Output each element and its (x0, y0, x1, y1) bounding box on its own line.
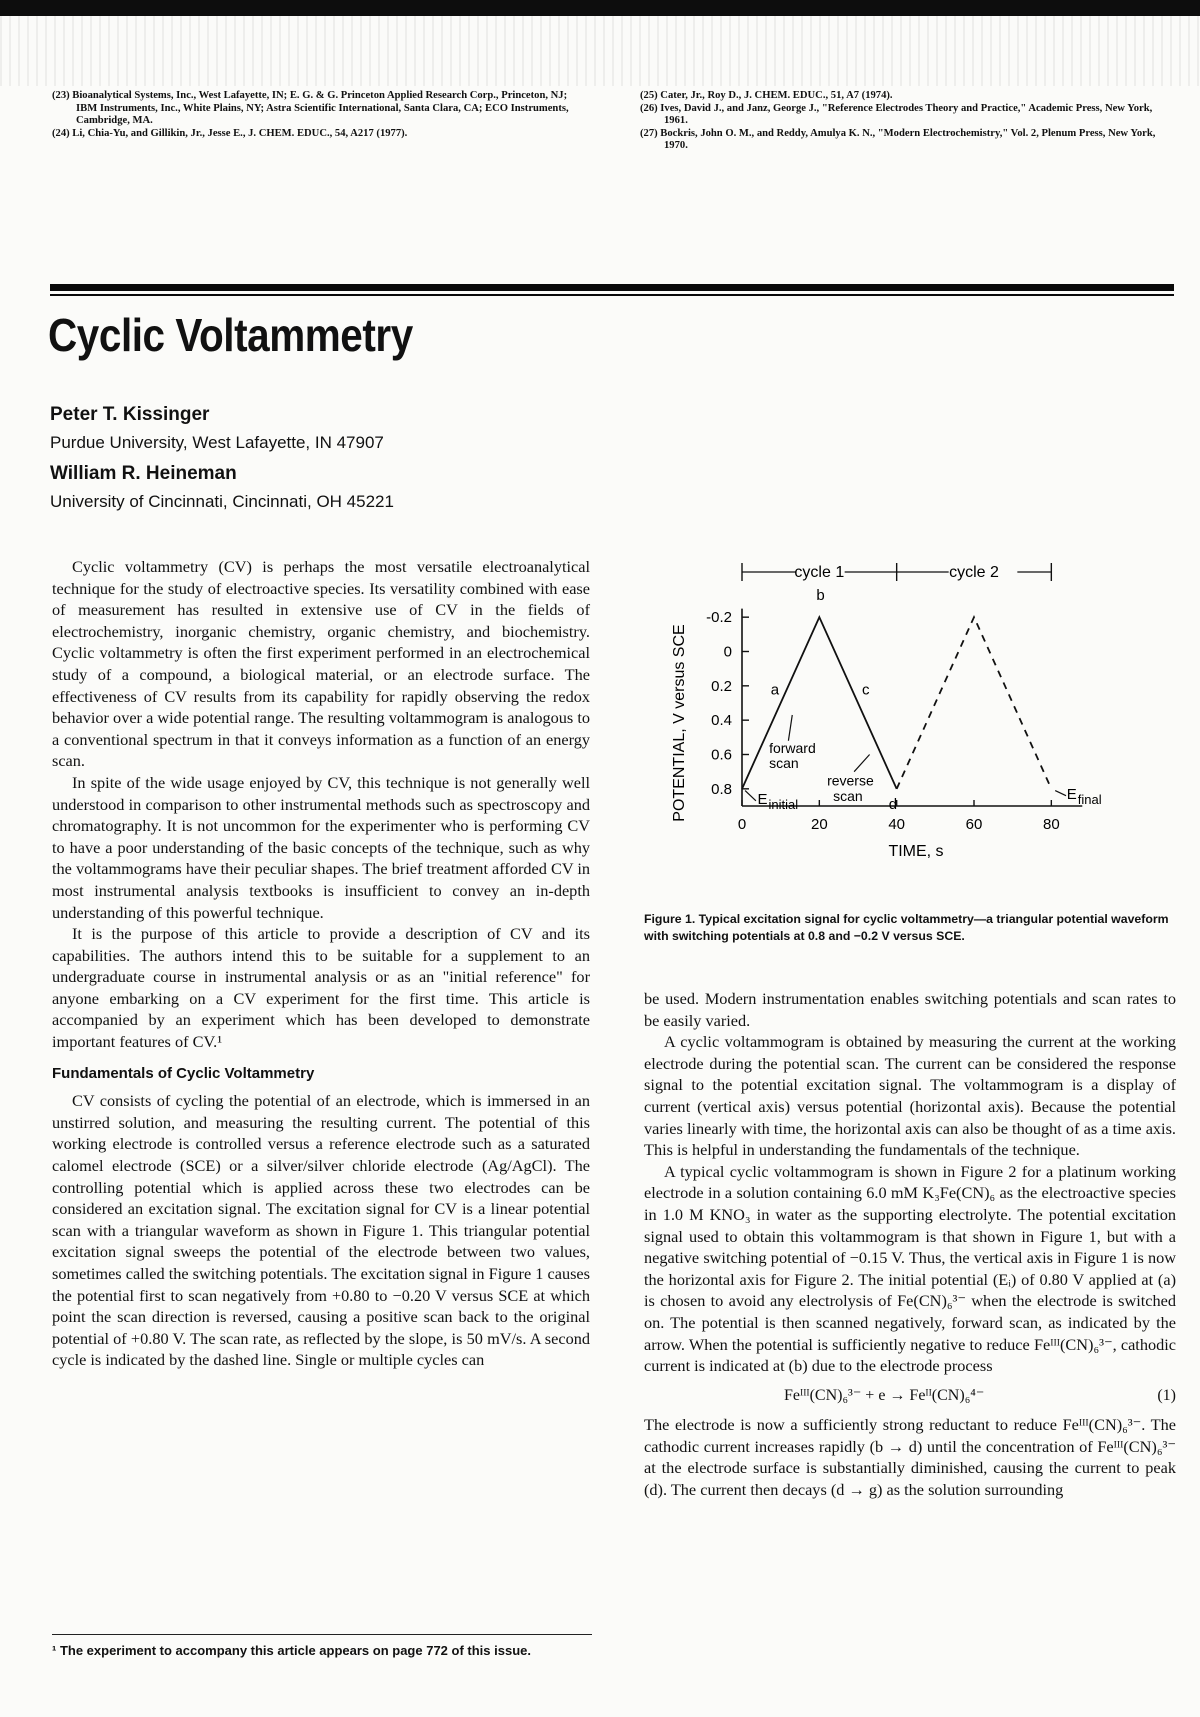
references-right (640, 90, 1176, 153)
point-label-b: b (816, 587, 825, 604)
forward-scan-label-2: scan (769, 755, 799, 772)
e-initial-subscript: initial (768, 797, 799, 812)
equation-1 (644, 1385, 1176, 1407)
e-final-arrow (1055, 791, 1066, 796)
x-tick-label: 0 (737, 816, 747, 833)
right-paragraph-1: be used. Modern instrumentation enables switching potentials and scan rates to be easily varied. (644, 989, 1176, 1030)
right-paragraph-3: A typical cyclic voltammogram is shown in Figure 2 for a platinum working electrode in a solution containing 6.0 mM K₃Fe(CN)₆ as the electroactive species in 1.0 M KNO₃ in water as the supporting electrolyte. The potential excitation signal used to obtain this voltammogram is that shown in Figure 1, but with a negative switching potential of −0.15 V. Thus, the vertical axis in Figure 1 is now the horizontal axis for Figure 2. The initial potential (Eᵢ) of 0.80 V applied at (a) is chosen to avoid any electrolysis of Fe(CN)₆³⁻ when the electrode is switched on. The potential is then scanned negatively, forward scan, as indicated by the arrow. When the potential is sufficiently negative to reduce Feᴵᴵᴵ(CN)₆³⁻, cathodic current is indicated at (b) due to the electrode process (644, 1161, 1176, 1376)
intro-paragraph-2: In spite of the wide usage enjoyed by CV, this technique is not generally well understood in comparison to other instrumental methods such as spectroscopy and chromatography. It is not uncommon for the experimenter who is performing CV to have a poor understanding of the basic concepts of the technique, such as why the voltammograms have their peculiar shapes. The brief treatment afforded CV in most instrumental analysis textbooks is insufficient to convey an in-depth understanding of this powerful technique. (52, 772, 591, 922)
author-name-2: William R. Heineman (50, 463, 237, 484)
point-label-d: d (888, 796, 898, 813)
y-tick-label: 0.6 (711, 746, 732, 764)
series-line-2 (897, 617, 1052, 789)
scan-noise (0, 16, 1200, 86)
header-rule-thick (50, 284, 1174, 291)
footnote-rule (52, 1634, 592, 1635)
references-left (52, 90, 590, 140)
y-tick-label: 0.2 (711, 677, 732, 695)
reverse-scan-arrow (854, 755, 869, 772)
author-name-1: Peter T. Kissinger (50, 404, 210, 425)
excitation-signal-chart (650, 550, 1180, 880)
author-affiliation-1: Purdue University, West Lafayette, IN 47907 (50, 433, 384, 452)
e-initial-arrow (745, 791, 756, 801)
y-tick-label: 0.4 (711, 712, 732, 730)
reference-27: (27) Bockris, John O. M., and Reddy, Amulya K. N., "Modern Electrochemistry," Vol. 2, Plenum Press, New York, 1970. (640, 127, 1156, 152)
equation-body: Feᴵᴵᴵ(CN)₆³⁻ + e → Feᴵᴵ(CN)₆⁴⁻ (784, 1386, 985, 1404)
figure-1 (650, 550, 1180, 880)
reference-23: (23) Bioanalytical Systems, Inc., West Lafayette, IN; E. G. & G. Princeton Applied Research Corp., Princeton, NJ; IBM Instruments, Inc., White Plains, NY; Astra Scientific International, Santa Clara, CA; ECO Instruments, Cambridge, MA. (52, 90, 569, 127)
point-label-c: c (862, 681, 870, 699)
right-paragraph-2: A cyclic voltammogram is obtained by measuring the current at the working electrode during the potential scan. The current can be considered the response signal to the potential excitation signal. The voltammogram is a display of current (vertical axis) versus potential (horizontal axis). Because the potential varies linearly with time, the horizontal axis can also be thought of as a time axis. This is helpful in understanding the fundamentals of the technique. (644, 1032, 1176, 1160)
article-title: Cyclic Voltammetry (48, 309, 413, 361)
series-line-1 (742, 617, 897, 789)
section-paragraph: CV consists of cycling the potential of an electrode, which is immersed in an unstirred solution, and measuring the resulting current. The potential of this working electrode is controlled versus a reference electrode such as a saturated calomel electrode (SCE) or a silver/silver chloride electrode (Ag/AgCl). The controlling potential which is applied across these two electrodes can be considered an excitation signal. The excitation signal for CV is a linear potential scan with a triangular waveform as shown in Figure 1. This triangular potential excitation signal sweeps the potential of the electrode between two values, sometimes called the switching potentials. The excitation signal in Figure 1 causes the potential first to scan negatively from +0.80 to −0.20 V versus SCE at which point the scan direction is reversed, causing a positive scan back to the original potential of +0.80 V. The scan rate, as reflected by the slope, is 50 mV/s. A second cycle is indicated by the dashed line. Single or multiple cycles can (52, 1091, 590, 1370)
cycle-2-label: cycle 2 (949, 564, 999, 581)
point-label-a: a (770, 681, 780, 699)
e-final-subscript: final (1077, 792, 1102, 808)
equation-number: (1) (1157, 1386, 1176, 1404)
scan-top-band (0, 0, 1200, 16)
reference-26: (26) Ives, David J., and Janz, George J., "Reference Electrodes Theory and Practice," Academic Press, New York, 1961. (640, 102, 1153, 127)
y-tick-label: 0.8 (711, 780, 732, 798)
x-tick-label: 20 (810, 816, 828, 833)
reference-24: (24) Li, Chia-Yu, and Gillikin, Jr., Jesse E., J. CHEM. EDUC., 54, A217 (1977). (52, 127, 408, 139)
reverse-scan-label-1: reverse (827, 772, 874, 789)
e-final-label: E (1066, 786, 1077, 804)
x-tick-label: 60 (965, 816, 983, 833)
y-tick-label: 0 (723, 643, 732, 661)
y-tick-label: -0.2 (706, 609, 732, 627)
author-block (50, 400, 394, 518)
right-paragraph-4: The electrode is now a sufficiently strong reductant to reduce Feᴵᴵᴵ(CN)₆³⁻. The cathodic current increases rapidly (b → d) until the concentration of Feᴵᴵᴵ(CN)₆³⁻ at the electrode surface is substantially diminished, causing the current to peak (d). The current then decays (d → g) as the solution surrounding (644, 1415, 1176, 1500)
x-axis-label: TIME, s (888, 843, 944, 860)
cycle-1-label: cycle 1 (794, 564, 845, 581)
section-heading: Fundamentals of Cyclic Voltammetry (52, 1064, 315, 1082)
e-initial-label: E (757, 791, 768, 808)
reverse-scan-label-2: scan (833, 787, 863, 804)
forward-scan-label-1: forward (769, 739, 816, 756)
footnote: ¹ The experiment to accompany this article appears on page 772 of this issue. (52, 1643, 531, 1658)
intro-paragraph-3: It is the purpose of this article to provide a description of CV and its capabilities. The authors intend this to be suitable for a supplement to an undergraduate course in instrumental analysis or as an "initial reference" for anyone embarking on a CV experiment for the first time. This article is accompanied by an experiment which has been developed to demonstrate important features of CV.¹ (52, 924, 590, 1052)
left-column (52, 556, 590, 1371)
header-rule-thin (50, 294, 1174, 296)
right-column (644, 988, 1176, 1501)
x-tick-label: 40 (888, 816, 906, 833)
reference-25: (25) Cater, Jr., Roy D., J. CHEM. EDUC., 51, A7 (1974). (640, 90, 893, 101)
x-tick-label: 80 (1042, 816, 1060, 833)
author-affiliation-2: University of Cincinnati, Cincinnati, OH 45221 (50, 492, 394, 511)
y-axis-label: POTENTIAL, V versus SCE (671, 624, 688, 822)
forward-scan-arrow (788, 715, 792, 741)
intro-paragraph-1: Cyclic voltammetry (CV) is perhaps the most versatile electroanalytical technique for the study of electroactive species. Its versatility combined with ease of measurement has resulted in extensive use of CV in the fields of electrochemistry, inorganic chemistry, organic chemistry, and biochemistry. Cyclic voltammetry is often the first experiment performed in an electrochemical study of a compound, a biological material, or an electrode surface. The effectiveness of CV results from its capability for rapidly observing the redox behavior over a wide potential range. The resulting voltammogram is analogous to a conventional spectrum in that it conveys information as a function of an energy scan. (52, 557, 590, 771)
figure-caption: Figure 1. Typical excitation signal for cyclic voltammetry—a triangular potential waveform with switching potentials at 0.8 and −0.2 V versus SCE. (644, 912, 1169, 943)
